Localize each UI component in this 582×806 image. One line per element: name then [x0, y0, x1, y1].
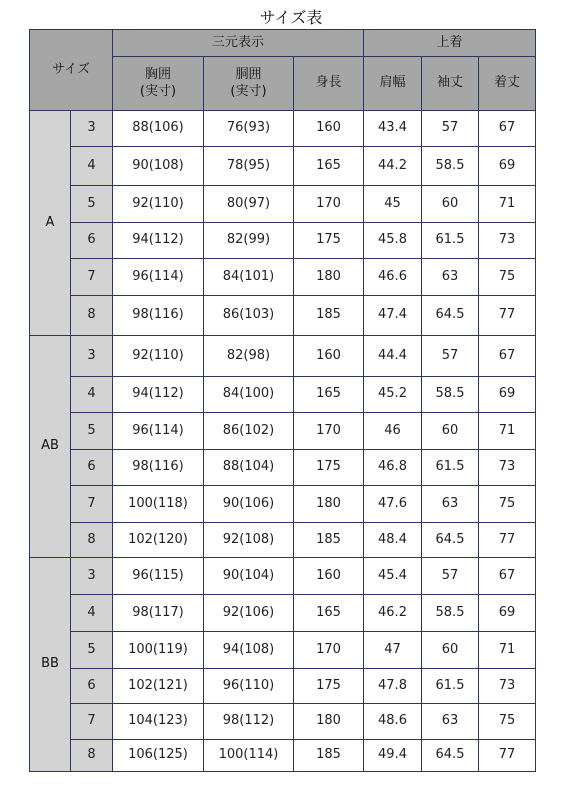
- height-cell: 170: [294, 632, 364, 669]
- height-cell: 170: [294, 413, 364, 450]
- length-cell: 67: [479, 558, 536, 595]
- sleeve-cell: 63: [422, 486, 479, 523]
- length-cell: 71: [479, 632, 536, 669]
- body-type-cell: AB: [30, 336, 71, 558]
- shoulder-cell: 48.4: [364, 523, 422, 558]
- size-cell: 5: [71, 632, 113, 669]
- table-row: [30, 486, 536, 523]
- size-cell: 3: [71, 111, 113, 147]
- shoulder-cell: 48.6: [364, 704, 422, 740]
- size-cell: 4: [71, 595, 113, 632]
- table-row: [30, 223, 536, 259]
- table-header: [30, 30, 536, 111]
- waist-cell: 82(98): [204, 336, 294, 377]
- header-row-top: [30, 30, 536, 57]
- length-cell: 73: [479, 450, 536, 486]
- waist-header: [204, 57, 294, 111]
- length-cell: 75: [479, 486, 536, 523]
- waist-cell: 82(99): [204, 223, 294, 259]
- size-cell: 8: [71, 296, 113, 336]
- table-row: [30, 740, 536, 772]
- sleeve-cell: 57: [422, 336, 479, 377]
- size-cell: 8: [71, 523, 113, 558]
- jacket-header: 上着: [364, 30, 536, 57]
- size-cell: 3: [71, 558, 113, 595]
- body-type-cell: A: [30, 111, 71, 336]
- table-row: [30, 336, 536, 377]
- shoulder-cell: 45.8: [364, 223, 422, 259]
- shoulder-cell: 46: [364, 413, 422, 450]
- chest-cell: 106(125): [113, 740, 204, 772]
- length-cell: 69: [479, 147, 536, 186]
- size-cell: 3: [71, 336, 113, 377]
- length-cell: 67: [479, 336, 536, 377]
- size-cell: 6: [71, 450, 113, 486]
- table-row: [30, 704, 536, 740]
- size-cell: 8: [71, 740, 113, 772]
- sleeve-cell: 57: [422, 558, 479, 595]
- table-row: [30, 450, 536, 486]
- sleeve-cell: 60: [422, 186, 479, 223]
- height-cell: 180: [294, 259, 364, 296]
- table-row: [30, 558, 536, 595]
- size-table: [29, 29, 536, 772]
- body-type-cell: BB: [30, 558, 71, 772]
- height-cell: 165: [294, 147, 364, 186]
- chest-cell: 102(121): [113, 669, 204, 704]
- chest-cell: 98(117): [113, 595, 204, 632]
- length-cell: 67: [479, 111, 536, 147]
- sleeve-cell: 63: [422, 704, 479, 740]
- sleeve-cell: 60: [422, 413, 479, 450]
- chest-cell: 102(120): [113, 523, 204, 558]
- chest-cell: 96(114): [113, 413, 204, 450]
- waist-cell: 86(102): [204, 413, 294, 450]
- waist-cell: 92(108): [204, 523, 294, 558]
- height-cell: 175: [294, 669, 364, 704]
- shoulder-cell: 45.4: [364, 558, 422, 595]
- size-cell: 6: [71, 223, 113, 259]
- sleeve-cell: 61.5: [422, 223, 479, 259]
- height-cell: 175: [294, 223, 364, 259]
- shoulder-cell: 46.8: [364, 450, 422, 486]
- shoulder-cell: 45: [364, 186, 422, 223]
- chest-cell: 92(110): [113, 186, 204, 223]
- table-row: [30, 147, 536, 186]
- height-cell: 165: [294, 377, 364, 413]
- sleeve-cell: 64.5: [422, 523, 479, 558]
- chest-cell: 94(112): [113, 377, 204, 413]
- table-row: [30, 296, 536, 336]
- table-row: [30, 632, 536, 669]
- shoulder-cell: 49.4: [364, 740, 422, 772]
- table-row: [30, 523, 536, 558]
- height-header: 身長: [294, 57, 364, 111]
- length-cell: 73: [479, 669, 536, 704]
- waist-cell: 84(101): [204, 259, 294, 296]
- size-cell: 5: [71, 186, 113, 223]
- table-row: [30, 259, 536, 296]
- waist-cell: 98(112): [204, 704, 294, 740]
- shoulder-cell: 47.8: [364, 669, 422, 704]
- length-cell: 75: [479, 704, 536, 740]
- sleeve-cell: 61.5: [422, 669, 479, 704]
- chest-cell: 88(106): [113, 111, 204, 147]
- sleeve-cell: 58.5: [422, 595, 479, 632]
- table-row: [30, 377, 536, 413]
- table-row: [30, 595, 536, 632]
- waist-cell: 100(114): [204, 740, 294, 772]
- chest-cell: 94(112): [113, 223, 204, 259]
- shoulder-cell: 47.4: [364, 296, 422, 336]
- waist-label: 胴囲: [235, 67, 262, 83]
- shoulder-cell: 44.2: [364, 147, 422, 186]
- height-cell: 175: [294, 450, 364, 486]
- chest-cell: 104(123): [113, 704, 204, 740]
- waist-cell: 78(95): [204, 147, 294, 186]
- length-header: 着丈: [479, 57, 536, 111]
- sleeve-header: 袖丈: [422, 57, 479, 111]
- sleeve-cell: 57: [422, 111, 479, 147]
- length-cell: 69: [479, 377, 536, 413]
- length-cell: 69: [479, 595, 536, 632]
- table-row: [30, 111, 536, 147]
- height-cell: 185: [294, 523, 364, 558]
- waist-cell: 90(106): [204, 486, 294, 523]
- sleeve-cell: 64.5: [422, 296, 479, 336]
- size-cell: 7: [71, 704, 113, 740]
- waist-cell: 92(106): [204, 595, 294, 632]
- body-measure-header: 三元表示: [113, 30, 364, 57]
- page-title: サイズ表: [259, 8, 323, 27]
- shoulder-cell: 47: [364, 632, 422, 669]
- shoulder-cell: 43.4: [364, 111, 422, 147]
- size-cell: 4: [71, 377, 113, 413]
- size-cell: 6: [71, 669, 113, 704]
- shoulder-cell: 46.2: [364, 595, 422, 632]
- chest-cell: 98(116): [113, 450, 204, 486]
- waist-cell: 84(100): [204, 377, 294, 413]
- length-cell: 73: [479, 223, 536, 259]
- height-cell: 185: [294, 296, 364, 336]
- chest-cell: 92(110): [113, 336, 204, 377]
- sleeve-cell: 58.5: [422, 147, 479, 186]
- length-cell: 71: [479, 186, 536, 223]
- shoulder-header: 肩幅: [364, 57, 422, 111]
- table-body: [30, 111, 536, 772]
- waist-actual-label: (実寸): [230, 83, 267, 99]
- sleeve-cell: 64.5: [422, 740, 479, 772]
- waist-cell: 90(104): [204, 558, 294, 595]
- height-cell: 170: [294, 186, 364, 223]
- waist-cell: 94(108): [204, 632, 294, 669]
- waist-cell: 88(104): [204, 450, 294, 486]
- height-cell: 180: [294, 704, 364, 740]
- chest-header: [113, 57, 204, 111]
- size-cell: 7: [71, 259, 113, 296]
- chest-actual-label: (実寸): [139, 83, 177, 99]
- chest-cell: 100(119): [113, 632, 204, 669]
- chest-cell: 96(115): [113, 558, 204, 595]
- shoulder-cell: 45.2: [364, 377, 422, 413]
- chest-cell: 98(116): [113, 296, 204, 336]
- size-cell: 4: [71, 147, 113, 186]
- sleeve-cell: 60: [422, 632, 479, 669]
- length-cell: 77: [479, 296, 536, 336]
- chest-label: 胸囲: [144, 67, 171, 83]
- size-cell: 5: [71, 413, 113, 450]
- shoulder-cell: 46.6: [364, 259, 422, 296]
- height-cell: 185: [294, 740, 364, 772]
- height-cell: 165: [294, 595, 364, 632]
- waist-cell: 76(93): [204, 111, 294, 147]
- height-cell: 180: [294, 486, 364, 523]
- table-row: [30, 413, 536, 450]
- sleeve-cell: 61.5: [422, 450, 479, 486]
- length-cell: 71: [479, 413, 536, 450]
- shoulder-cell: 44.4: [364, 336, 422, 377]
- sleeve-cell: 63: [422, 259, 479, 296]
- chest-cell: 100(118): [113, 486, 204, 523]
- shoulder-cell: 47.6: [364, 486, 422, 523]
- waist-cell: 96(110): [204, 669, 294, 704]
- length-cell: 75: [479, 259, 536, 296]
- chest-cell: 90(108): [113, 147, 204, 186]
- chest-cell: 96(114): [113, 259, 204, 296]
- waist-cell: 80(97): [204, 186, 294, 223]
- size-cell: 7: [71, 486, 113, 523]
- waist-cell: 86(103): [204, 296, 294, 336]
- length-cell: 77: [479, 740, 536, 772]
- table-row: [30, 186, 536, 223]
- sleeve-cell: 58.5: [422, 377, 479, 413]
- height-cell: 160: [294, 111, 364, 147]
- height-cell: 160: [294, 336, 364, 377]
- height-cell: 160: [294, 558, 364, 595]
- length-cell: 77: [479, 523, 536, 558]
- size-header: サイズ: [30, 30, 113, 111]
- table-row: [30, 669, 536, 704]
